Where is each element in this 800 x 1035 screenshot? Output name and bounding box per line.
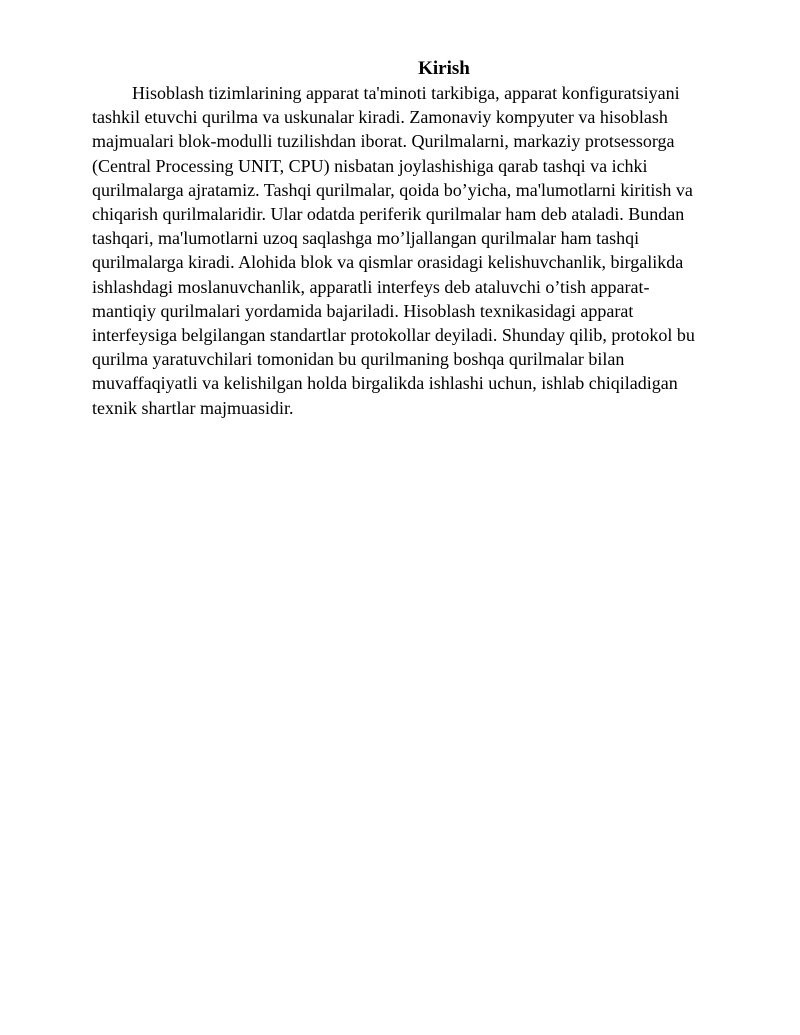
paragraph-line: muvaffaqiyatli va kelishilgan holda birgalikda ishlashi uchun, ishlab chiqiladigan (92, 373, 678, 394)
page-title: Kirish (418, 58, 470, 79)
body-paragraph (92, 81, 762, 420)
paragraph-line: qurilmalarga ajratamiz. Tashqi qurilmalar, qoida bo’yicha, ma'lumotlarni kiritish va (92, 179, 693, 200)
paragraph-line: majmualari blok-modulli tuzilishdan iborat. Qurilmalarni, markaziy protsessorga (92, 131, 675, 152)
paragraph-line: chiqarish qurilmalaridir. Ular odatda periferik qurilmalar ham deb ataladi. Bundan (92, 204, 685, 225)
paragraph-line: interfeysiga belgilangan standartlar protokollar deyiladi. Shunday qilib, protokol bu (92, 325, 695, 346)
paragraph-line: texnik shartlar majmuasidir. (92, 397, 294, 418)
paragraph-line: tashqari, ma'lumotlarni uzoq saqlashga mo’ljallangan qurilmalar ham tashqi (92, 228, 640, 249)
paragraph-line: mantiqiy qurilmalari yordamida bajariladi. Hisoblash texnikasidagi apparat (92, 300, 634, 321)
paragraph-line: ishlashdagi moslanuvchanlik, apparatli interfeys deb ataluvchi o’tish apparat- (92, 276, 650, 297)
paragraph-line: tashkil etuvchi qurilma va uskunalar kiradi. Zamonaviy kompyuter va hisoblash (92, 107, 668, 128)
paragraph-line: Hisoblash tizimlarining apparat ta'minoti tarkibiga, apparat konfiguratsiyani (132, 83, 680, 103)
paragraph-line: qurilma yaratuvchilari tomonidan bu qurilmaning boshqa qurilmalar bilan (92, 349, 625, 370)
paragraph-line: qurilmalarga kiradi. Alohida blok va qismlar orasidagi kelishuvchanlik, birgalikda (92, 252, 684, 273)
paragraph-line: (Central Processing UNIT, CPU) nisbatan joylashishiga qarab tashqi va ichki (92, 155, 648, 176)
